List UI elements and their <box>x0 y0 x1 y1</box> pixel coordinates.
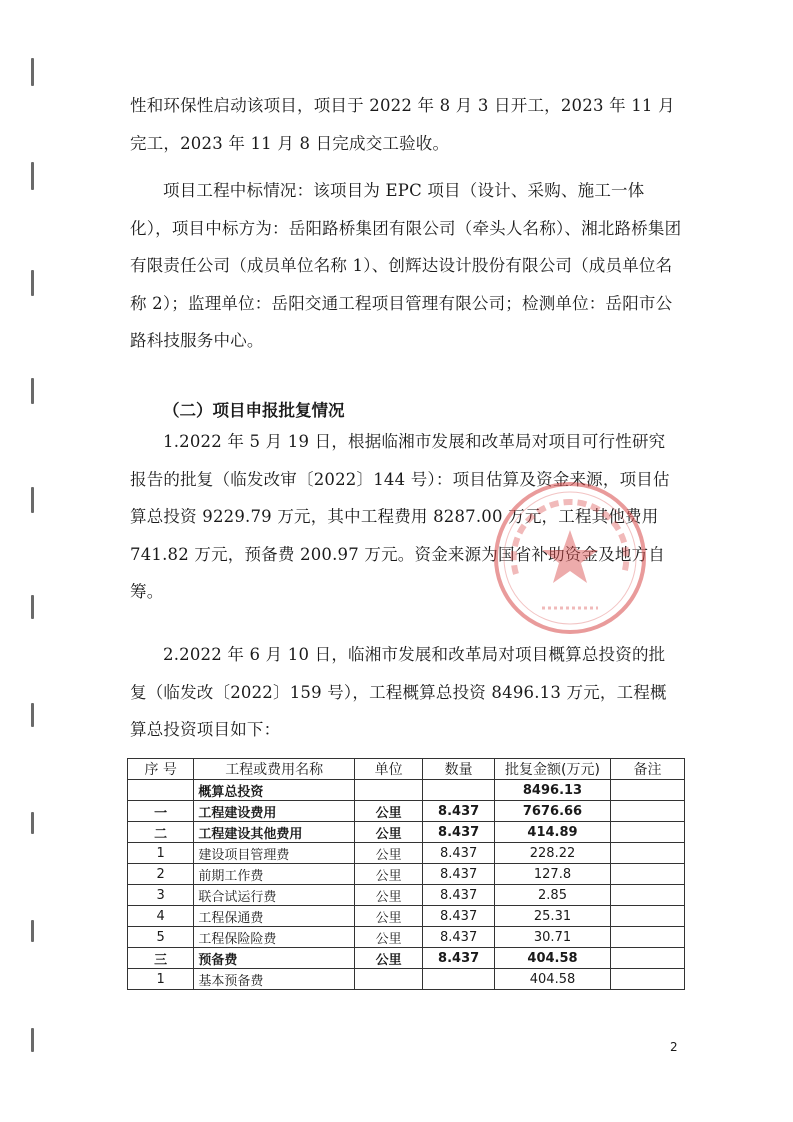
table-body <box>128 780 685 990</box>
table-cell-amount: 25.31 <box>494 906 610 927</box>
binding-mark <box>31 595 34 619</box>
section-heading: （二）项目申报批复情况 <box>163 401 345 420</box>
table-row <box>128 801 685 822</box>
table-cell-note <box>611 843 685 864</box>
table-cell-name: 工程建设其他费用 <box>194 822 355 843</box>
table-cell-qty: 8.437 <box>423 885 495 906</box>
header-cell: 工程或费用名称 <box>194 759 355 780</box>
binding-mark <box>31 487 34 513</box>
table-cell-qty <box>423 969 495 990</box>
table-cell-qty: 8.437 <box>423 843 495 864</box>
table-row <box>128 927 685 948</box>
table-header-row <box>128 759 685 780</box>
page-number: 2 <box>670 1040 678 1054</box>
table-cell-qty: 8.437 <box>423 801 495 822</box>
binding-mark <box>31 378 34 404</box>
table-cell-note <box>611 969 685 990</box>
table-cell-qty <box>423 780 495 801</box>
table-cell-no: 4 <box>128 906 194 927</box>
table-row <box>128 780 685 801</box>
table-cell-name: 基本预备费 <box>194 969 355 990</box>
table-cell-note <box>611 948 685 969</box>
table-cell-no: 3 <box>128 885 194 906</box>
table-cell-name: 工程保通费 <box>194 906 355 927</box>
table-cell-note <box>611 822 685 843</box>
table-row <box>128 969 685 990</box>
header-cell: 批复金额(万元) <box>494 759 610 780</box>
table-cell-unit: 公里 <box>355 864 423 885</box>
table-cell-name: 预备费 <box>194 948 355 969</box>
header-cell: 数量 <box>423 759 495 780</box>
table-cell-qty: 8.437 <box>423 927 495 948</box>
table-cell-note <box>611 906 685 927</box>
table-cell-no: 一 <box>128 801 194 822</box>
header-cell: 单位 <box>355 759 423 780</box>
table-row <box>128 822 685 843</box>
table-cell-no: 1 <box>128 969 194 990</box>
header-cell: 备注 <box>611 759 685 780</box>
table-row <box>128 906 685 927</box>
table-cell-qty: 8.437 <box>423 864 495 885</box>
binding-mark <box>31 1028 34 1052</box>
table-cell-unit: 公里 <box>355 801 423 822</box>
table-cell-qty: 8.437 <box>423 822 495 843</box>
table-cell-unit: 公里 <box>355 822 423 843</box>
table-cell-note <box>611 885 685 906</box>
table-cell-note <box>611 864 685 885</box>
table-cell-name: 工程建设费用 <box>194 801 355 822</box>
table-row <box>128 843 685 864</box>
table-cell-no: 2 <box>128 864 194 885</box>
header-cell: 序 号 <box>128 759 194 780</box>
table-cell-amount: 8496.13 <box>494 780 610 801</box>
table-cell-name: 工程保险险费 <box>194 927 355 948</box>
table-cell-amount: 414.89 <box>494 822 610 843</box>
table-cell-unit: 公里 <box>355 843 423 864</box>
budget-table <box>127 758 685 990</box>
table-cell-amount: 228.22 <box>494 843 610 864</box>
table-cell-unit: 公里 <box>355 927 423 948</box>
table-cell-qty: 8.437 <box>423 906 495 927</box>
binding-mark <box>31 812 34 834</box>
table-cell-no: 5 <box>128 927 194 948</box>
table-row <box>128 864 685 885</box>
table-row <box>128 948 685 969</box>
table-cell-name: 联合试运行费 <box>194 885 355 906</box>
table-cell-amount: 127.8 <box>494 864 610 885</box>
table-cell-unit: 公里 <box>355 948 423 969</box>
table-cell-unit <box>355 780 423 801</box>
table-cell-note <box>611 780 685 801</box>
binding-mark <box>31 58 34 86</box>
binding-mark <box>31 703 34 727</box>
table-cell-name: 建设项目管理费 <box>194 843 355 864</box>
table-cell-note <box>611 801 685 822</box>
table-cell-no: 1 <box>128 843 194 864</box>
table-cell-amount: 7676.66 <box>494 801 610 822</box>
table-cell-name: 概算总投资 <box>194 780 355 801</box>
paragraph-construction-dates: 性和环保性启动该项目，项目于 2022 年 8 月 3 日开工，2023 年 11 月完工，2023 年 11 月 8 日完成交工验收。 <box>130 96 675 153</box>
official-seal-stamp <box>490 478 650 638</box>
table-cell-amount: 30.71 <box>494 927 610 948</box>
table-cell-unit: 公里 <box>355 906 423 927</box>
table-cell-name: 前期工作费 <box>194 864 355 885</box>
binding-mark <box>31 920 34 942</box>
table-cell-no <box>128 780 194 801</box>
table-cell-amount: 404.58 <box>494 969 610 990</box>
binding-mark <box>31 270 34 296</box>
table-cell-unit: 公里 <box>355 885 423 906</box>
table-cell-note <box>611 927 685 948</box>
table-cell-amount: 2.85 <box>494 885 610 906</box>
paragraph-feasibility-approval: 1.2022 年 5 月 19 日，根据临湘市发展和改革局对项目可行性研究报告的批复（临发改审〔2022〕144 号）：项目估算及资金来源，项目估算总投资 9229.79 万元，其中工程费用 8287.00 万元，工程其他费用 741.82 万元，预备费 200.97 万元。资金来源为国省补助资金及地方自筹。 <box>130 432 670 601</box>
table-row <box>128 885 685 906</box>
table-cell-no: 二 <box>128 822 194 843</box>
table-cell-amount: 404.58 <box>494 948 610 969</box>
table-cell-no: 三 <box>128 948 194 969</box>
table-cell-qty: 8.437 <box>423 948 495 969</box>
paragraph-bid-winners: 项目工程中标情况：该项目为 EPC 项目（设计、采购、施工一体化），项目中标方为：岳阳路桥集团有限公司（牵头人名称）、湘北路桥集团有限责任公司（成员单位名称 1）、创辉达设计股份有限公司（成员单位名称 2）；监理单位：岳阳交通工程项目管理有限公司；检测单位：岳阳市公路科技服务中心。 <box>130 181 682 350</box>
table-cell-unit <box>355 969 423 990</box>
binding-mark <box>31 162 34 190</box>
paragraph-budget-approval: 2.2022 年 6 月 10 日，临湘市发展和改革局对项目概算总投资的批复（临发改〔2022〕159 号），工程概算总投资 8496.13 万元，工程概算总投资项目如下： <box>130 645 667 739</box>
